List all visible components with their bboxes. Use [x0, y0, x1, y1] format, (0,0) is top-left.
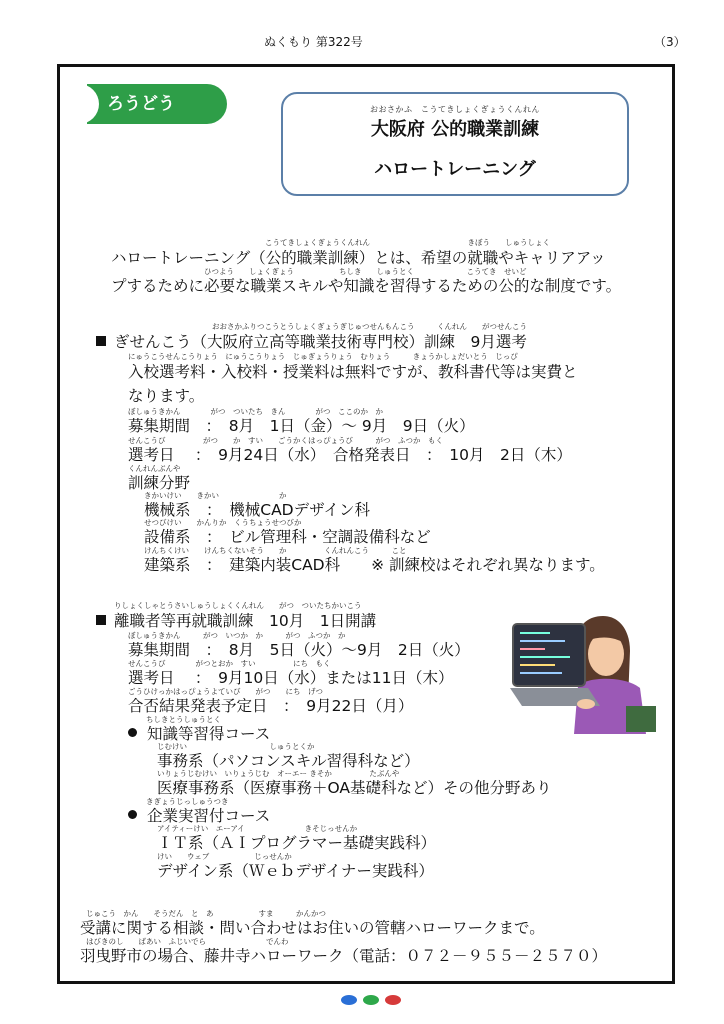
intro-ruby1: こうてきしょくぎょうくんれん きぼう しゅうしょく	[265, 238, 550, 247]
intro-line2: プするために必要な職業スキルや知識を習得するための公的な制度です。	[111, 277, 622, 295]
c2-item1: ＩＴ系（ＡＩプログラマー基礎実践科）	[157, 834, 437, 852]
contact-ruby2: はびきのし ばあい ふじいでら でんわ	[86, 937, 289, 946]
field3-text: 建築系 ： 建築内装CAD科 ※ 訓練校はそれぞれ異なります。	[144, 556, 605, 574]
category-tab	[87, 84, 227, 124]
sec1-heading	[96, 330, 527, 352]
fee-line2: なります。	[128, 387, 205, 405]
title-ruby: おおさかふ こうてきしょくぎょうくんれん	[370, 105, 540, 114]
sec2-exam: 選考日 ： 9月10日（水）または11日（木）	[128, 669, 454, 687]
square-bullet-icon	[96, 615, 106, 625]
course1-text: 知識等習得コース	[147, 725, 271, 743]
category-label: ろうどう	[107, 94, 175, 114]
contact-ruby1: じゅこう かん そうだん と あ すま かんかつ	[86, 909, 326, 918]
sec1-ruby: おおさかふりつこうとうしょくぎょうぎじゅつせんもんこう くんれん がつせんこう	[212, 322, 527, 331]
c2-item2: デザイン系（Ｗｅｂデザイナー実践科）	[157, 862, 434, 880]
course2-text: 企業実習付コース	[147, 807, 271, 825]
contact-line2: 羽曳野市の場合、藤井寺ハローワーク（電話：０７２－９５５－２５７０）	[80, 947, 608, 965]
sec1-heading-text: ぎせんこう（大阪府立高等職業技術専門校）訓練 9月選考	[114, 333, 527, 351]
result-ruby: ごうひけっかはっぴょうよていび がつ にち げつ	[128, 687, 323, 696]
sec1-period: 募集期間 ： 8月 1日（金）～ 9月 9日（火）	[128, 417, 475, 435]
sec2-ruby: りしょくしゃとうさいしゅうしょくくんれん がつ ついたちかいこう	[114, 601, 362, 610]
green-dot-icon	[363, 995, 379, 1005]
course1-ruby: ちしきとうしゅうとく	[146, 715, 221, 724]
fee-ruby: にゅうこうせんこうりょう にゅうこうりょう じゅぎょうりょう むりょう きょうかしょだいとう じっぴ	[128, 352, 518, 361]
c1-item1-ruby: じむけい しゅうとくか	[157, 742, 315, 751]
exam-ruby: せんこうび がつ か すい ごうかくはっぴょうび がつ ふつか もく	[128, 436, 443, 445]
sec2-result: 合否結果発表予定日 ： 9月22日（月）	[128, 697, 414, 715]
field2-ruby: せつびけい かんりか くうちょうせつびか	[144, 518, 302, 527]
person-laptop-illustration	[508, 606, 658, 736]
red-dot-icon	[385, 995, 401, 1005]
title-line2: ハロートレーニング	[374, 159, 536, 180]
field1-ruby: きかいけい きかい か	[144, 491, 287, 500]
round-bullet-icon	[128, 728, 137, 737]
c1-item2: 医療事務系（医療事務＋OA基礎科など）その他分野あり	[157, 779, 552, 797]
blue-dot-icon	[341, 995, 357, 1005]
square-bullet-icon	[96, 336, 106, 346]
sec2-heading-text: 離職者等再就職訓練 10月 1日開講	[114, 612, 377, 630]
field1-text: 機械系 ： 機械CADデザイン科	[144, 501, 371, 519]
intro-ruby2: ひつよう しょくぎょう ちしき しゅうとく こうてき せいど	[204, 267, 527, 276]
title-box	[281, 92, 629, 196]
c2-item1-ruby: アイティーけい エーアイ きそじっせんか	[157, 824, 358, 833]
field-label: 訓練分野	[128, 474, 191, 492]
c1-item1: 事務系（パソコンスキル習得科など）	[157, 752, 420, 770]
sec1-exam: 選考日 ： 9月24日（水） 合格発表日 ： 10月 2日（木）	[128, 446, 572, 464]
sec2-period: 募集期間 ： 8月 5日（火）～9月 2日（火）	[128, 641, 470, 659]
field-ruby: くんれんぶんや	[128, 464, 181, 473]
footer-logo	[338, 990, 404, 1009]
contact-line1: 受講に関する相談・問い合わせはお住いの管轄ハローワークまで。	[80, 919, 545, 937]
sec2-heading	[96, 609, 376, 631]
period-ruby: ぼしゅうきかん がつ ついたち きん がつ ここのか か	[128, 407, 383, 416]
sec2-period-ruby: ぼしゅうきかん がつ いつか か がつ ふつか か	[128, 631, 346, 640]
sec2-exam-ruby: せんこうび がつとおか すい にち もく	[128, 659, 331, 668]
fee-line1: 入校選考料・入校料・授業料は無料ですが、教科書代等は実費と	[128, 363, 578, 381]
intro-line1: ハロートレーニング（公的職業訓練）とは、希望の就職やキャリアアッ	[111, 249, 606, 267]
page-number: （3）	[654, 35, 686, 49]
course2-ruby: きぎょうじっしゅうつき	[146, 797, 229, 806]
newsletter-title: ぬくもり 第322号	[264, 35, 363, 49]
c2-item2-ruby: けい ウェブ じっせんか	[157, 852, 292, 861]
title-line1: 大阪府 公的職業訓練	[370, 119, 540, 140]
round-bullet-icon	[128, 810, 137, 819]
c1-item2-ruby: いりょうじむけい いりょうじむ オーエー きそか たぶんや	[157, 769, 400, 778]
field3-ruby: けんちくけい けんちくないそう か くんれんこう こと	[144, 546, 407, 555]
field2-text: 設備系 ： ビル管理科・空調設備科など	[144, 528, 431, 546]
